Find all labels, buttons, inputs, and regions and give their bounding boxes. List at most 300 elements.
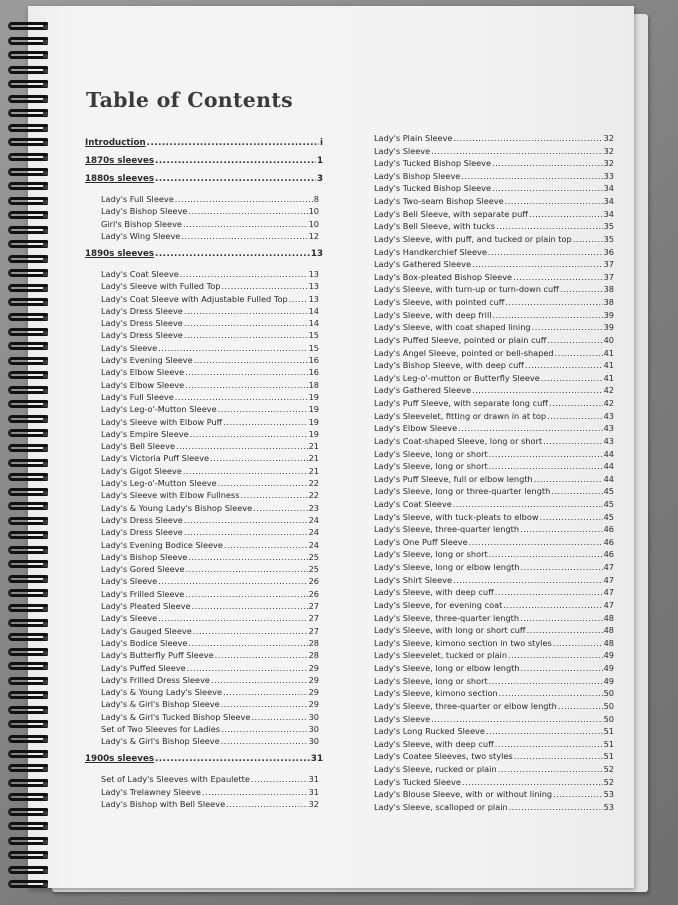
toc-page-number: 42 — [603, 385, 614, 396]
toc-entry — [101, 392, 319, 402]
toc-entry — [374, 499, 614, 509]
dot-leader — [503, 600, 602, 610]
toc-entry-label: Lady's Sleeve, with deep cuff — [374, 738, 494, 749]
toc-entry-label: Lady's Coat Sleeve — [374, 498, 452, 509]
toc-entry — [374, 751, 614, 761]
toc-page-number: 30 — [308, 724, 319, 734]
toc-page-number: 50 — [603, 700, 614, 711]
dot-leader — [534, 474, 603, 484]
toc-entry-label: Lady's Sleeve, with tuck-pleats to elbow — [374, 511, 539, 522]
toc-entry-label: Lady's Coatee Sleeves, two styles — [374, 751, 513, 762]
toc-entry-label: 1870s sleeves — [85, 156, 155, 166]
toc-page-number: 31 — [310, 754, 323, 765]
toc-entry — [101, 589, 319, 599]
toc-entry — [101, 540, 319, 550]
dot-leader — [185, 589, 307, 599]
toc-entry-label: Lady's Puffed Sleeve — [101, 662, 186, 673]
toc-page-number: 12 — [308, 230, 319, 241]
spiral-coil — [8, 662, 48, 670]
dot-leader — [181, 231, 307, 241]
toc-entry-label: Lady's Tucked Bishop Sleeve — [374, 158, 492, 169]
toc-entry-label: Lady's Bodice Sleeve — [101, 637, 188, 648]
spiral-coil — [8, 880, 48, 888]
dot-leader — [489, 676, 603, 686]
toc-page-number: 30 — [308, 711, 319, 722]
spiral-coil — [8, 619, 48, 627]
spiral-coil — [8, 328, 48, 336]
toc-entry — [374, 398, 614, 408]
toc-entry-label: Lady's Sleeve, kimono section — [374, 688, 498, 699]
toc-page-number: 37 — [603, 259, 614, 270]
toc-entry — [101, 552, 319, 562]
toc-entry-label: Lady's Leg-o'-Mutton Sleeve — [101, 404, 217, 415]
toc-entry — [101, 269, 319, 279]
toc-entry — [374, 726, 614, 736]
spiral-coil — [8, 153, 48, 161]
toc-entry-label: Lady's Sleeve, three-quarter length — [374, 524, 520, 535]
toc-entry-label: Lady's Sleeve, scalloped or plain — [374, 801, 508, 812]
spiral-coil — [8, 400, 48, 408]
toc-entry-label: Lady's Bishop Sleeve, with deep cuff — [374, 360, 524, 371]
toc-entry-label: Lady's Sleeve, with deep frill — [374, 309, 492, 320]
toc-entry-label: Lady's & Girl's Bishop Sleeve — [101, 736, 220, 747]
toc-page-number: 35 — [603, 233, 614, 244]
toc-entry — [101, 453, 319, 463]
toc-entry — [101, 441, 319, 451]
toc-entry — [374, 310, 614, 320]
toc-page-number: 48 — [603, 612, 614, 623]
spiral-coil — [8, 313, 48, 321]
toc-entry-label: Lady's Full Sleeve — [101, 194, 174, 204]
toc-page-number: 48 — [603, 637, 614, 648]
spiral-coil — [8, 211, 48, 219]
toc-page-number: 40 — [603, 334, 614, 345]
toc-entry — [374, 373, 614, 383]
toc-entry — [374, 183, 614, 193]
toc-entry-label: Introduction — [85, 138, 146, 148]
toc-entry — [101, 318, 319, 328]
toc-entry-label: Lady's Sleeve, long or short — [374, 675, 488, 686]
dot-leader — [147, 138, 319, 148]
toc-page-number: 13 — [308, 268, 319, 279]
toc-page-number: 30 — [308, 736, 319, 747]
dot-leader — [185, 367, 307, 377]
dot-leader — [183, 466, 308, 476]
toc-entry-label: Lady's Elbow Sleeve — [374, 423, 458, 434]
toc-entry-label: Lady's Dress Sleeve — [101, 330, 183, 341]
toc-page-number: 13 — [308, 293, 319, 304]
toc-entry-label: Lady's Handkerchief Sleeve — [374, 246, 487, 257]
spiral-coil — [8, 37, 48, 45]
toc-entry — [101, 515, 319, 525]
spiral-coil — [8, 851, 48, 859]
toc-page-number: 10 — [308, 218, 319, 229]
toc-entry-label: Lady's Frilled Dress Sleeve — [101, 674, 210, 685]
toc-page-number: 16 — [308, 355, 319, 365]
toc-page-number: 44 — [603, 461, 614, 472]
toc-page-number: 25 — [308, 551, 319, 562]
dot-leader — [505, 196, 603, 206]
toc-entry-label: Lady's Sleeve, three-quarter or elbow length — [374, 700, 557, 711]
toc-page-number: 34 — [603, 196, 614, 207]
toc-page-number: 21 — [308, 453, 319, 464]
spiral-coil — [8, 706, 48, 714]
toc-entry — [374, 196, 614, 206]
toc-entry — [374, 297, 614, 307]
toc-entry — [374, 234, 614, 244]
toc-entry-label: Lady's Sleeve, long or elbow length — [374, 562, 520, 573]
toc-entry — [101, 638, 319, 648]
toc-entry-label: Lady's Puffed Sleeve, pointed or plain cuff — [374, 334, 547, 345]
toc-entry — [374, 613, 614, 623]
toc-entry-label: Lady's Blouse Sleeve, with or without lining — [374, 789, 553, 800]
toc-entry-label: Lady's Sleeve, with coat shaped lining — [374, 322, 531, 333]
dot-leader — [492, 183, 603, 193]
toc-entry — [101, 687, 319, 697]
spiral-coil — [8, 182, 48, 190]
spiral-coil — [8, 371, 48, 379]
toc-entry — [374, 562, 614, 572]
spiral-coil — [8, 197, 48, 205]
toc-entry — [101, 613, 319, 623]
toc-section-heading — [85, 138, 323, 148]
dot-leader — [472, 385, 603, 395]
toc-page-number: 15 — [308, 330, 319, 341]
spiral-coil — [8, 138, 48, 146]
toc-entry — [101, 355, 319, 365]
toc-page-number: 50 — [603, 713, 614, 724]
spiral-coil — [8, 822, 48, 830]
toc-page-number: 27 — [308, 625, 319, 636]
toc-entry-label: Lady's Box-pleated Bishop Sleeve — [374, 271, 513, 282]
toc-page-number: 8 — [313, 194, 319, 204]
spiral-coil — [8, 560, 48, 568]
toc-entry — [101, 799, 319, 809]
dot-leader — [251, 712, 307, 722]
toc-entry-label: Lady's & Girl's Bishop Sleeve — [101, 699, 220, 710]
spiral-coil — [8, 66, 48, 74]
dot-leader — [431, 714, 602, 724]
dot-leader — [211, 675, 308, 685]
spiral-coil — [8, 750, 48, 758]
dot-leader — [223, 417, 307, 427]
dot-leader — [453, 575, 603, 585]
spiral-coil — [8, 793, 48, 801]
toc-entry — [374, 171, 614, 181]
toc-page-number: 28 — [308, 637, 319, 648]
toc-page-number: 29 — [308, 674, 319, 685]
toc-page-number: 51 — [603, 738, 614, 749]
toc-entry — [374, 512, 614, 522]
toc-page-number: 47 — [603, 587, 614, 598]
toc-page-number: 39 — [603, 322, 614, 333]
dot-leader — [158, 613, 307, 623]
toc-page-number: 24 — [308, 514, 319, 525]
toc-entry-label: Lady's Bishop Sleeve — [374, 170, 461, 181]
toc-page-number: 42 — [603, 398, 614, 409]
toc-page-number: 25 — [308, 564, 319, 575]
toc-page-number: 41 — [603, 360, 614, 371]
toc-entry-label: Lady's Elbow Sleeve — [101, 367, 185, 378]
dot-leader — [188, 206, 307, 216]
dot-leader — [514, 751, 603, 761]
toc-entry-label: Lady's Sleeve — [374, 145, 431, 156]
spiral-coil — [8, 386, 48, 394]
toc-page-number: 38 — [603, 284, 614, 295]
spiral-coil — [8, 342, 48, 350]
toc-page-number: 53 — [603, 789, 614, 800]
toc-entry-label: Lady's Dress Sleeve — [101, 318, 183, 329]
toc-page-number: 21 — [308, 441, 319, 452]
spiral-coil — [8, 837, 48, 845]
toc-entry — [101, 429, 319, 439]
dot-leader — [253, 503, 307, 513]
toc-entry-label: Lady's Butterfly Puff Sleeve — [101, 650, 214, 661]
toc-entry — [101, 724, 319, 734]
spiral-coil — [8, 808, 48, 816]
toc-entry — [101, 466, 319, 476]
dot-leader — [453, 133, 602, 143]
toc-page-number: 47 — [603, 574, 614, 585]
spiral-coil — [8, 284, 48, 292]
spiral-coil — [8, 22, 48, 30]
toc-entry-label: Lady's Two-seam Bishop Sleeve — [374, 196, 504, 207]
spiral-coil — [8, 226, 48, 234]
toc-entry — [101, 736, 319, 746]
toc-entry — [374, 221, 614, 231]
spiral-coil — [8, 531, 48, 539]
dot-leader — [499, 688, 603, 698]
toc-entry — [374, 486, 614, 496]
toc-page-number: i — [320, 138, 323, 148]
toc-entry — [374, 259, 614, 269]
spiral-coil — [8, 124, 48, 132]
toc-page-number: 32 — [603, 158, 614, 169]
dot-leader — [532, 322, 603, 332]
toc-page-number: 53 — [603, 801, 614, 812]
toc-entry — [101, 712, 319, 722]
toc-entry — [101, 231, 319, 241]
dot-leader — [175, 392, 308, 402]
toc-page-number: 48 — [603, 625, 614, 636]
toc-entry-label: Lady's Wing Sleeve — [101, 230, 181, 241]
toc-entry-label: Lady's Sleeve, with deep cuff — [374, 587, 494, 598]
toc-page-number: 24 — [308, 539, 319, 550]
toc-entry — [374, 209, 614, 219]
toc-entry-label: Lady's & Young Lady's Bishop Sleeve — [101, 502, 253, 513]
toc-page-number: 52 — [603, 764, 614, 774]
dot-leader — [183, 219, 308, 229]
toc-page-number: 49 — [603, 663, 614, 674]
dot-leader — [155, 174, 316, 184]
spiral-coil — [8, 546, 48, 554]
toc-section-heading — [85, 156, 323, 166]
dot-leader — [489, 461, 603, 471]
toc-entry — [374, 474, 614, 484]
dot-leader — [289, 294, 308, 304]
dot-leader — [553, 789, 602, 799]
dot-leader — [251, 774, 308, 784]
toc-entry-label: Lady's Leg-o'-Mutton Sleeve — [101, 478, 217, 488]
dot-leader — [508, 650, 603, 660]
dot-leader — [221, 724, 308, 734]
toc-page-number: 32 — [603, 133, 614, 143]
dot-leader — [549, 398, 603, 408]
toc-page-number: 31 — [308, 786, 319, 797]
toc-entry-label: 1900s sleeves — [85, 754, 155, 765]
dot-leader — [221, 699, 308, 709]
toc-entry — [101, 194, 319, 204]
toc-entry-label: Lady's Sleeve, long or short — [374, 448, 488, 459]
spiral-coil — [8, 444, 48, 452]
dot-leader — [529, 209, 603, 219]
spiral-coil — [8, 51, 48, 59]
toc-entry-label: Lady's Sleeve with Elbow Puff — [101, 416, 223, 427]
toc-entry — [374, 587, 614, 597]
dot-leader — [186, 564, 308, 574]
toc-page-number: 41 — [603, 347, 614, 358]
toc-entry-label: Lady's Sleeve, long or short — [374, 549, 488, 560]
dot-leader — [461, 171, 602, 181]
toc-entry — [101, 699, 319, 709]
toc-entry-label: Lady's Bell Sleeve, with tucks — [374, 221, 496, 232]
toc-page-number: 32 — [603, 145, 614, 156]
toc-entry-label: Lady's Sleeve, with long or short cuff — [374, 625, 526, 636]
dot-leader — [462, 777, 603, 787]
spiral-coil — [8, 866, 48, 874]
toc-page-number: 13 — [310, 248, 323, 259]
dot-leader — [496, 221, 603, 231]
toc-entry — [374, 714, 614, 724]
dot-leader — [221, 281, 307, 291]
toc-page-number: 47 — [603, 599, 614, 610]
toc-page-number: 10 — [308, 206, 319, 217]
toc-page-number: 22 — [308, 490, 319, 501]
toc-entry-label: Lady's Frilled Sleeve — [101, 588, 185, 599]
spiral-coil — [8, 575, 48, 583]
toc-entry — [374, 284, 614, 294]
toc-entry-label: Girl's Bishop Sleeve — [101, 218, 182, 229]
toc-page-number: 19 — [308, 391, 319, 402]
spiral-coil — [8, 269, 48, 277]
toc-page-number: 24 — [308, 527, 319, 538]
toc-entry — [374, 701, 614, 711]
dot-leader — [176, 441, 308, 451]
toc-page-number: 47 — [603, 562, 614, 573]
toc-entry — [374, 322, 614, 332]
toc-entry-label: Lady's Tucked Sleeve — [374, 776, 461, 787]
toc-page-number: 39 — [603, 309, 614, 320]
toc-entry — [374, 650, 614, 660]
toc-entry-label: Lady's Sleeve, with pointed cuff — [374, 297, 505, 308]
page-title: Table of Contents — [86, 88, 293, 112]
toc-entry-label: Lady's Evening Sleeve — [101, 355, 193, 365]
toc-entry-label: Lady's Gored Sleeve — [101, 564, 185, 575]
toc-entry-label: Lady's Full Sleeve — [101, 391, 174, 402]
dot-leader — [553, 638, 603, 648]
toc-entry-label: Lady's Dress Sleeve — [101, 527, 183, 538]
dot-leader — [521, 663, 603, 673]
toc-page-number: 44 — [603, 473, 614, 484]
toc-entry — [374, 739, 614, 749]
toc-entry — [374, 158, 614, 168]
toc-entry-label: Lady's One Puff Sleeve — [374, 536, 468, 547]
toc-entry — [101, 306, 319, 316]
toc-entry — [374, 436, 614, 446]
toc-entry-label: Lady's Sleevelet, tucked or plain — [374, 650, 508, 661]
dot-leader — [188, 552, 307, 562]
toc-page-number: 1 — [316, 156, 323, 166]
toc-entry-label: Lady's Sleeve, kimono section in two styles — [374, 637, 552, 648]
toc-page-number: 45 — [603, 486, 614, 497]
toc-entry-label: Lady's Sleeve, long or three-quarter length — [374, 486, 551, 497]
toc-page-number: 33 — [603, 170, 614, 181]
dot-leader — [188, 638, 307, 648]
toc-page-number: 19 — [308, 428, 319, 439]
toc-entry-label: Lady's Tucked Bishop Sleeve — [374, 183, 492, 194]
dot-leader — [558, 701, 603, 711]
toc-entry — [374, 764, 614, 774]
toc-entry — [101, 564, 319, 574]
toc-section-heading — [85, 754, 323, 764]
toc-page-number: 36 — [603, 246, 614, 257]
spiral-coil — [8, 517, 48, 525]
toc-entry — [374, 575, 614, 585]
toc-entry-label: Set of Two Sleeves for Ladies — [101, 724, 221, 734]
toc-entry-label: Lady's Bell Sleeve, with separate puff — [374, 208, 528, 219]
toc-entry-label: Lady's Dress Sleeve — [101, 514, 183, 525]
toc-entry — [101, 417, 319, 427]
toc-entry — [101, 343, 319, 353]
toc-entry — [374, 688, 614, 698]
toc-entry-label: Lady's Plain Sleeve — [374, 133, 453, 143]
toc-page-number: 14 — [308, 318, 319, 329]
dot-leader — [543, 436, 602, 446]
toc-entry-label: Lady's Sleeve with Fulled Top — [101, 281, 221, 292]
toc-entry-label: Lady's Gauged Sleeve — [101, 625, 192, 636]
toc-entry — [101, 663, 319, 673]
toc-entry-label: Lady's Long Rucked Sleeve — [374, 726, 485, 737]
spiral-coil — [8, 604, 48, 612]
toc-entry — [101, 601, 319, 611]
dot-leader — [184, 318, 308, 328]
dot-leader — [488, 247, 603, 257]
toc-entry-label: Lady's & Girl's Tucked Bishop Sleeve — [101, 711, 251, 722]
spiral-coil — [8, 720, 48, 728]
toc-page-number: 52 — [603, 776, 614, 787]
toc-entry — [101, 330, 319, 340]
toc-page-number: 26 — [308, 576, 319, 587]
toc-entry-label: Lady's Victoria Puff Sleeve — [101, 453, 210, 464]
dot-leader — [555, 348, 603, 358]
toc-page-number: 41 — [603, 372, 614, 383]
dot-leader — [218, 478, 308, 488]
dot-leader — [184, 330, 308, 340]
spiral-coil — [8, 691, 48, 699]
toc-entry — [374, 423, 614, 433]
toc-entry — [374, 777, 614, 787]
toc-entry — [374, 789, 614, 799]
dot-leader — [223, 687, 308, 697]
toc-entry — [374, 802, 614, 812]
spiral-coil — [8, 589, 48, 597]
dot-leader — [431, 146, 602, 156]
toc-entry — [101, 281, 319, 291]
toc-entry-label: Lady's Evening Bodice Sleeve — [101, 539, 223, 550]
toc-page-number: 21 — [308, 465, 319, 476]
toc-section-heading — [85, 174, 323, 184]
spiral-coil — [8, 415, 48, 423]
